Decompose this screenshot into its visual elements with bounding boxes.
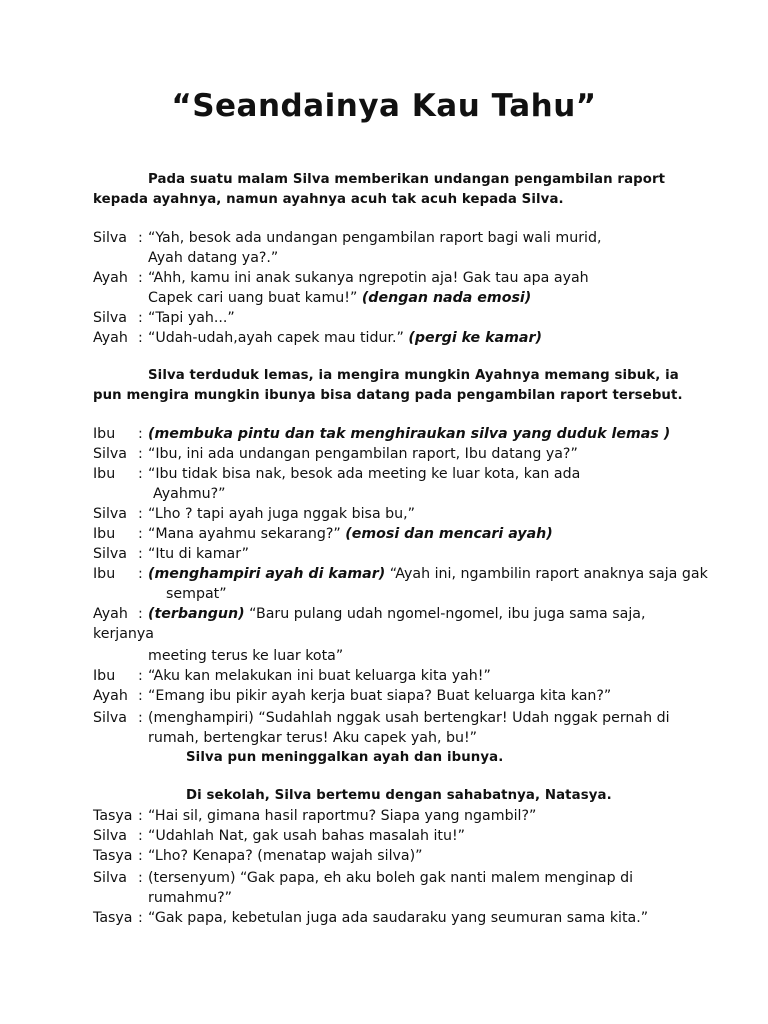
speaker-label: Ibu (93, 668, 116, 684)
dialogue-continuation (148, 288, 531, 308)
speaker-label: Silva (93, 828, 127, 844)
dialogue-text: “Gak papa, kebetulan juga ada saudaraku yang seumuran sama kita.” (148, 910, 649, 926)
dialogue-text: “Lho ? tapi ayah juga nggak bisa bu,” (148, 506, 416, 522)
speaker-label: Silva (93, 310, 127, 326)
dialogue-continuation: Ayah datang ya?.” (148, 250, 279, 266)
speaker-label: Silva (93, 546, 127, 562)
dialogue-text: “Aku kan melakukan ini buat keluarga kita yah!” (148, 668, 491, 684)
dialogue-text: “Tapi yah...” (148, 310, 235, 326)
stage-direction: (emosi dan mencari ayah) (345, 526, 553, 542)
narration-line: Silva terduduk lemas, ia mengira mungkin Ayahnya memang sibuk, ia (148, 368, 679, 383)
stage-direction: (terbangun) (148, 606, 245, 622)
speaker-label: Silva (93, 870, 127, 886)
speaker-label: Tasya (93, 848, 133, 864)
speaker-label: Tasya (93, 808, 133, 824)
speaker-label: Silva (93, 446, 127, 462)
stage-direction: (pergi ke kamar) (408, 330, 542, 346)
stage-direction: (menghampiri ayah di kamar) (148, 566, 386, 582)
dialogue-text: “Udahlah Nat, gak usah bahas masalah itu!” (148, 828, 466, 844)
dialogue-text: “Mana ayahmu sekarang?” (148, 526, 341, 542)
speaker-label: Ayah (93, 688, 128, 704)
dialogue-continuation: rumahmu?” (148, 890, 233, 906)
speaker-label: Tasya (93, 910, 133, 926)
dialogue-text: “Udah-udah,ayah capek mau tidur.” (148, 330, 404, 346)
speaker-label: Ibu (93, 566, 116, 582)
dialogue-continuation: meeting terus ke luar kota” (148, 648, 344, 664)
speaker-label: Silva (93, 230, 127, 246)
dialogue-continuation: rumah, bertengkar terus! Aku capek yah, bu!” (148, 730, 477, 746)
dialogue-text: Capek cari uang buat kamu!” (148, 290, 358, 306)
speaker-label: Ayah (93, 270, 128, 286)
dialogue-text: “Hai sil, gimana hasil raportmu? Siapa yang ngambil?” (148, 808, 537, 824)
dialogue-text: “Lho? Kenapa? (menatap wajah silva)” (148, 848, 423, 864)
speaker-label: Ayah (93, 606, 128, 622)
stage-direction: (dengan nada emosi) (361, 290, 532, 306)
speaker-label: Ibu (93, 426, 116, 442)
document-title: “Seandainya Kau Tahu” (171, 88, 597, 124)
dialogue-text: “Emang ibu pikir ayah kerja buat siapa? Buat keluarga kita kan?” (148, 688, 612, 704)
dialogue-text: “Yah, besok ada undangan pengambilan raport bagi wali murid, (148, 230, 602, 246)
speaker-label: Ibu (93, 466, 116, 482)
dialogue-text: (menghampiri) “Sudahlah nggak usah bertengkar! Udah nggak pernah di (148, 710, 670, 726)
speaker-label: Silva (93, 710, 127, 726)
dialogue-text: “Baru pulang udah ngomel-ngomel, ibu juga sama saja, (249, 606, 646, 622)
narration-line: Pada suatu malam Silva memberikan undangan pengambilan raport (148, 172, 666, 187)
narration-line: Di sekolah, Silva bertemu dengan sahabatnya, Natasya. (186, 788, 612, 803)
dialogue-continuation: kerjanya (93, 626, 154, 642)
narration-line: kepada ayahnya, namun ayahnya acuh tak acuh kepada Silva. (93, 192, 564, 207)
speaker-label: Ayah (93, 330, 128, 346)
dialogue-text: “Ayah ini, ngambilin raport anaknya saja gak (389, 566, 708, 582)
speaker-label: Silva (93, 506, 127, 522)
dialogue-text: “Ibu, ini ada undangan pengambilan raport, Ibu datang ya?” (148, 446, 578, 462)
dialogue-continuation: Ayahmu?” (153, 486, 226, 502)
dialogue-text: “Ibu tidak bisa nak, besok ada meeting ke luar kota, kan ada (148, 466, 581, 482)
stage-direction: (membuka pintu dan tak menghiraukan silva yang duduk lemas ) (148, 426, 671, 442)
narration-line: Silva pun meninggalkan ayah dan ibunya. (186, 750, 504, 765)
narration-line: pun mengira mungkin ibunya bisa datang pada pengambilan raport tersebut. (93, 388, 683, 403)
dialogue-text: (tersenyum) “Gak papa, eh aku boleh gak nanti malem menginap di (148, 870, 634, 886)
dialogue-text: “Ahh, kamu ini anak sukanya ngrepotin aja! Gak tau apa ayah (148, 270, 589, 286)
speaker-label: Ibu (93, 526, 116, 542)
dialogue-text: “Itu di kamar” (148, 546, 250, 562)
dialogue-continuation: sempat” (166, 586, 227, 602)
